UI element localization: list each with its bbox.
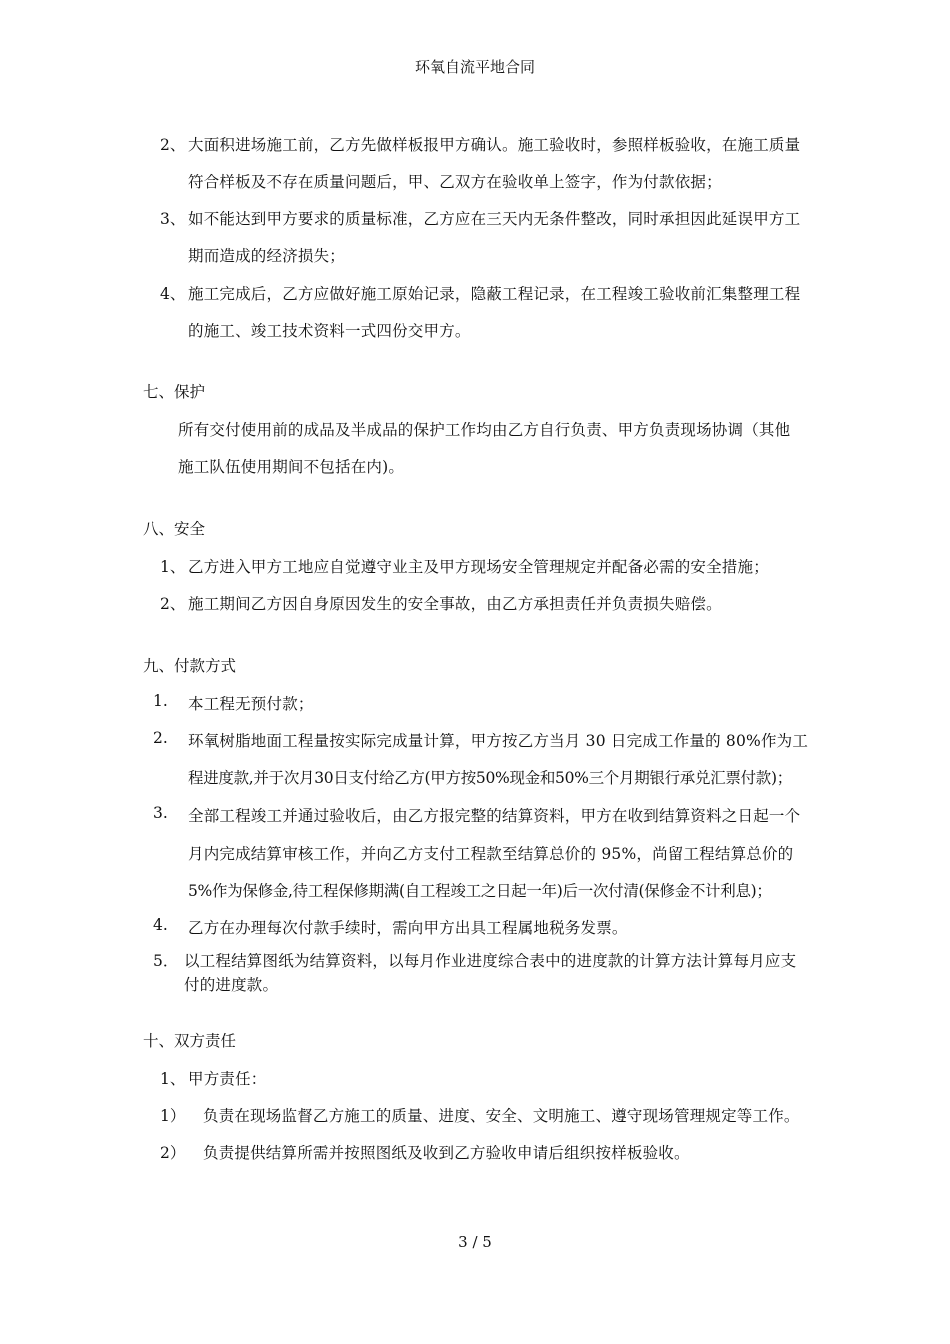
sub-heading-number: 1、 bbox=[160, 1070, 186, 1088]
section-heading: 九、付款方式 bbox=[143, 657, 237, 675]
list-item-number: 2、 bbox=[160, 136, 186, 154]
list-item-number: 1） bbox=[160, 1107, 186, 1125]
list-item-text: 乙方在办理每次付款手续时，需向甲方出具工程属地税务发票。 bbox=[188, 919, 628, 937]
list-item-text: 程进度款,并于次月30日支付给乙方(甲方按50%现金和50%三个月期银行承兑汇票付款)； bbox=[188, 769, 792, 787]
list-item-text: 符合样板及不存在质量问题后，甲、乙双方在验收单上签字，作为付款依据； bbox=[188, 173, 722, 191]
list-item-number: 3、 bbox=[160, 210, 186, 228]
list-item-text: 大面积进场施工前，乙方先做样板报甲方确认。施工验收时，参照样板验收，在施工质量 bbox=[188, 136, 801, 154]
list-item-text: 全部工程竣工并通过验收后，由乙方报完整的结算资料，甲方在收到结算资料之日起一个 bbox=[188, 807, 801, 825]
list-item-text: 以工程结算图纸为结算资料，以每月作业进度综合表中的进度款的计算方法计算每月应支 bbox=[184, 952, 797, 970]
list-item-number: 1、 bbox=[160, 558, 186, 576]
list-item-number: 5． bbox=[153, 952, 179, 970]
section-heading: 八、安全 bbox=[143, 520, 206, 538]
list-item-text: 本工程无预付款； bbox=[188, 695, 314, 713]
list-item-number: 2、 bbox=[160, 595, 186, 613]
list-item-text: 负责在现场监督乙方施工的质量、进度、安全、文明施工、遵守现场管理规定等工作。 bbox=[203, 1107, 800, 1125]
section-heading: 十、双方责任 bbox=[143, 1032, 237, 1050]
list-item-number: 4、 bbox=[160, 285, 186, 303]
list-item-text: 月内完成结算审核工作，并向乙方支付工程款至结算总价的 95%，尚留工程结算总价的 bbox=[188, 845, 794, 863]
sub-heading: 甲方责任： bbox=[188, 1070, 267, 1088]
list-item-text: 5%作为保修金,待工程保修期满(自工程竣工之日起一年)后一次付清(保修金不计利息)； bbox=[188, 882, 772, 900]
list-item-number: 2. bbox=[153, 729, 168, 747]
list-item-text: 施工完成后，乙方应做好施工原始记录，隐蔽工程记录，在工程竣工验收前汇集整理工程 bbox=[188, 285, 801, 303]
list-item-text: 环氧树脂地面工程量按实际完成量计算，甲方按乙方当月 30 日完成工作量的 80%作为工 bbox=[188, 732, 809, 750]
list-item-text: 的施工、竣工技术资料一式四份交甲方。 bbox=[188, 322, 471, 340]
section-heading: 七、保护 bbox=[143, 383, 206, 401]
list-item-text: 施工期间乙方因自身原因发生的安全事故，由乙方承担责任并负责损失赔偿。 bbox=[188, 595, 722, 613]
paragraph-line: 所有交付使用前的成品及半成品的保护工作均由乙方自行负责、甲方负责现场协调（其他 bbox=[178, 421, 791, 439]
list-item-text: 期而造成的经济损失； bbox=[188, 247, 346, 265]
list-item-text: 乙方进入甲方工地应自觉遵守业主及甲方现场安全管理规定并配备必需的安全措施； bbox=[188, 558, 769, 576]
list-item-number: 1. bbox=[153, 692, 168, 710]
list-item-number: 2） bbox=[160, 1144, 186, 1162]
page-header-title: 环氧自流平地合同 bbox=[414, 58, 535, 76]
list-item-number: 4. bbox=[153, 916, 168, 934]
list-item-text: 如不能达到甲方要求的质量标准，乙方应在三天内无条件整改，同时承担因此延误甲方工 bbox=[188, 210, 801, 228]
list-item-text: 付的进度款。 bbox=[184, 976, 279, 994]
list-item-number: 3. bbox=[153, 804, 168, 822]
page-number: 3 / 5 bbox=[458, 1233, 492, 1251]
paragraph-line: 施工队伍使用期间不包括在内)。 bbox=[178, 458, 405, 476]
list-item-text: 负责提供结算所需并按照图纸及收到乙方验收申请后组织按样板验收。 bbox=[203, 1144, 690, 1162]
